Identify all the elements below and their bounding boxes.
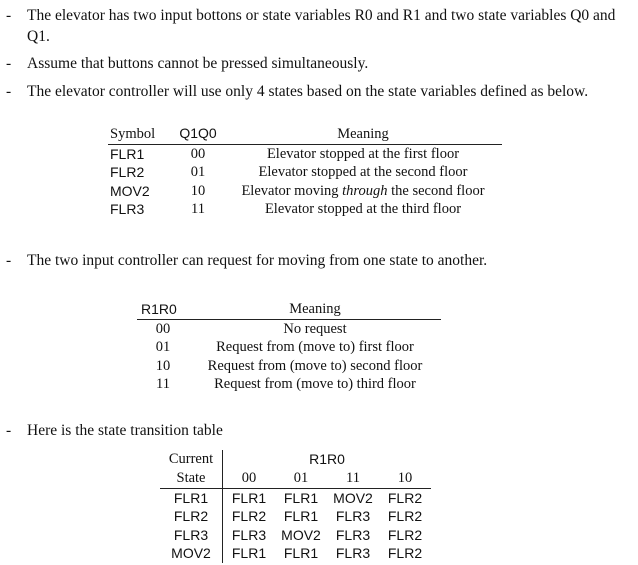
state-meaning: Elevator stopped at the second floor — [258, 164, 468, 180]
bullet-text: Assume that buttons cannot be pressed simultaneously. — [27, 55, 369, 72]
column-code: 11 — [327, 469, 379, 488]
state-code: 10 — [190, 182, 206, 199]
column-code: 01 — [275, 469, 327, 488]
header-meaning: Meaning — [224, 124, 502, 144]
bullet-dash: - — [6, 422, 12, 439]
bullet-dash: - — [6, 7, 12, 24]
current-state: FLR2 — [160, 507, 223, 526]
next-state: MOV2 — [281, 526, 321, 543]
column-code: 10 — [379, 469, 431, 488]
input-meaning: Request from (move to) second floor — [207, 357, 423, 374]
state-code: 00 — [190, 145, 206, 162]
table-row — [160, 507, 431, 526]
input-table — [137, 300, 441, 394]
state-symbol: MOV2 — [110, 182, 150, 199]
next-state: FLR3 — [335, 526, 371, 543]
header-q1q0: Q1Q0 — [172, 124, 224, 144]
table-row — [108, 144, 502, 163]
table-row — [108, 163, 502, 182]
next-state: FLR2 — [231, 508, 267, 524]
current-state: MOV2 — [160, 544, 223, 563]
input-meaning: Request from (move to) first floor — [216, 339, 414, 355]
table-row — [160, 488, 431, 507]
state-table-header — [108, 124, 502, 144]
header-r1r0: R1R0 — [137, 300, 189, 319]
next-state: FLR1 — [231, 545, 267, 561]
next-state: FLR3 — [231, 526, 267, 543]
input-code: 10 — [155, 357, 171, 374]
state-symbol: FLR1 — [110, 145, 145, 162]
input-meaning: Request from (move to) third floor — [214, 376, 416, 392]
next-state: FLR1 — [283, 489, 319, 506]
table-row — [160, 544, 431, 563]
state-meaning: Elevator stopped at the first floor — [266, 145, 460, 162]
next-state: FLR2 — [387, 508, 423, 524]
bullet-dash: - — [6, 83, 12, 100]
bullet-dash: - — [6, 55, 12, 72]
header-state: State — [160, 469, 223, 488]
bullet-text: The elevator controller will use only 4 states based on the state variables defined as below. — [27, 83, 589, 100]
bullet-text: The elevator has two input bottons or state variables R0 and R1 and two state variables Q0 and Q1. — [27, 7, 616, 45]
next-state: FLR2 — [387, 526, 423, 543]
next-state: FLR2 — [387, 489, 423, 506]
state-symbol: FLR2 — [110, 164, 145, 180]
next-state: FLR3 — [335, 545, 371, 561]
input-table-header — [137, 300, 441, 319]
transition-header-columns — [160, 469, 431, 488]
table-row — [160, 526, 431, 545]
input-code: 11 — [156, 376, 170, 392]
header-r1r0: R1R0 — [309, 451, 345, 467]
table-row — [137, 375, 441, 394]
transition-header-top — [160, 450, 431, 469]
header-meaning: Meaning — [189, 300, 441, 319]
table-row — [137, 338, 441, 357]
table-row — [108, 182, 502, 201]
current-state: FLR3 — [160, 526, 223, 545]
table-row — [137, 319, 441, 338]
state-code: 01 — [190, 164, 206, 180]
table-row — [137, 357, 441, 376]
state-code: 11 — [191, 201, 205, 217]
next-state: FLR2 — [387, 545, 423, 561]
transition-table — [160, 450, 431, 563]
state-meaning: Elevator moving through the second floor — [241, 182, 485, 199]
column-code: 00 — [223, 469, 276, 488]
state-symbol: FLR3 — [110, 201, 145, 217]
next-state: MOV2 — [333, 489, 373, 506]
state-table — [108, 124, 502, 219]
next-state: FLR1 — [231, 489, 267, 506]
next-state: FLR3 — [335, 508, 371, 524]
current-state: FLR1 — [160, 488, 223, 507]
table-row — [108, 200, 502, 219]
next-state: FLR1 — [283, 508, 319, 524]
input-code: 00 — [155, 320, 171, 337]
state-meaning: Elevator stopped at the third floor — [264, 201, 462, 217]
bullet-dash: - — [6, 252, 12, 269]
bullet-text: Here is the state transition table — [27, 422, 223, 439]
next-state: FLR1 — [283, 545, 319, 561]
header-symbol: Symbol — [108, 124, 172, 144]
bullet-text: The two input controller can request for moving from one state to another. — [27, 252, 488, 269]
header-current: Current — [160, 450, 223, 469]
input-code: 01 — [155, 339, 171, 355]
input-meaning: No request — [283, 320, 347, 337]
